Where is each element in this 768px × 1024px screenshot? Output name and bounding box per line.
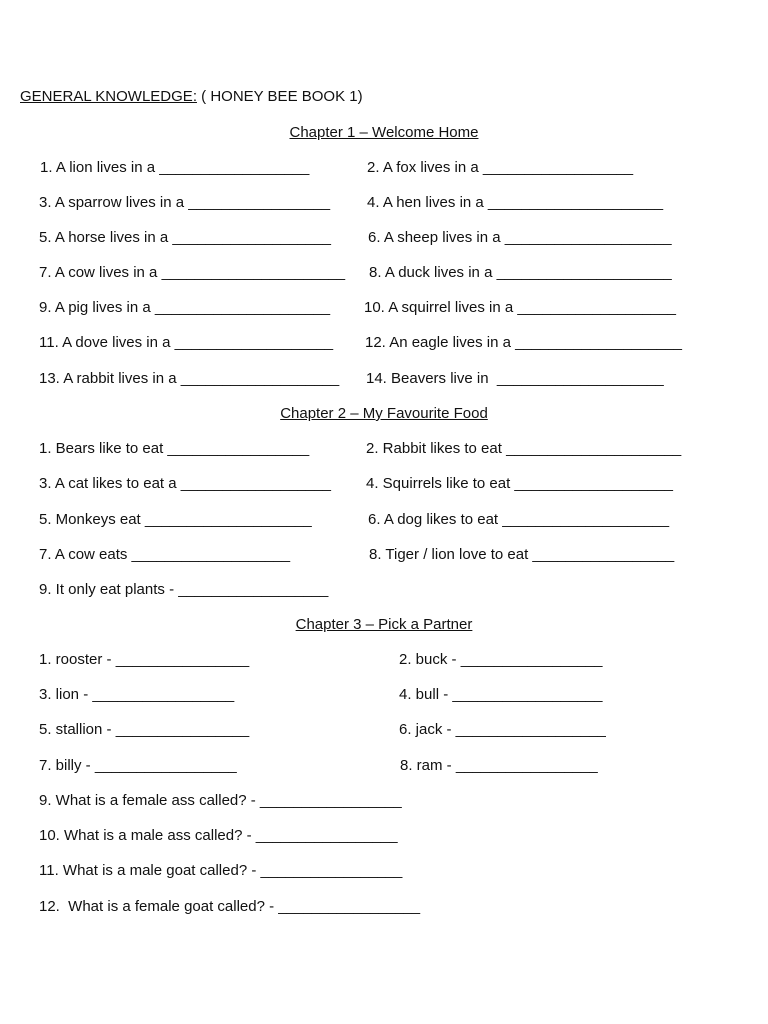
question-line: 2. Rabbit likes to eat _____________________ [366,440,682,457]
question-line: 1. rooster - ________________ [39,651,250,668]
question-line: 6. A dog likes to eat ____________________ [368,511,670,528]
question-line: 3. A cat likes to eat a __________________ [39,475,331,492]
question-line: 7. A cow lives in a ______________________ [39,264,346,281]
question-line: 8. ram - _________________ [400,757,598,774]
question-line: 7. billy - _________________ [39,757,237,774]
question-line: 1. A lion lives in a __________________ [40,159,310,176]
question-line: 4. bull - __________________ [399,686,603,703]
question-line: 5. A horse lives in a ___________________ [39,229,331,246]
question-line: 2. A fox lives in a __________________ [367,159,634,176]
chapter-2-title: Chapter 2 – My Favourite Food [280,405,488,422]
question-line: 14. Beavers live in ____________________ [366,370,664,387]
book-title: ( HONEY BEE BOOK 1) [196,88,363,105]
question-line: 3. lion - _________________ [39,686,235,703]
question-line: 11. What is a male goat called? - _________________ [39,862,403,879]
question-line: 12. An eagle lives in a ____________________ [365,334,682,351]
question-line: 2. buck - _________________ [399,651,603,668]
question-line: 4. Squirrels like to eat ___________________ [366,475,673,492]
question-line: 8. Tiger / lion love to eat _________________ [369,546,675,563]
question-line: 1. Bears like to eat _________________ [39,440,310,457]
question-line: 5. Monkeys eat ____________________ [39,511,312,528]
question-line: 11. A dove lives in a ___________________ [39,334,334,351]
subject-title: GENERAL KNOWLEDGE: [20,88,197,105]
question-line: 12. What is a female goat called? - _________________ [39,898,421,915]
question-line: 9. What is a female ass called? - _________________ [39,792,402,809]
question-line: 13. A rabbit lives in a ___________________ [39,370,340,387]
question-line: 9. It only eat plants - __________________ [39,581,329,598]
question-line: 8. A duck lives in a _____________________ [369,264,672,281]
question-line: 5. stallion - ________________ [39,721,250,738]
question-line: 10. What is a male ass called? - _________________ [39,827,398,844]
chapter-3-title: Chapter 3 – Pick a Partner [295,616,473,633]
question-line: 4. A hen lives in a _____________________ [367,194,664,211]
question-line: 6. A sheep lives in a ____________________ [368,229,672,246]
question-line: 6. jack - __________________ [399,721,606,738]
question-line: 9. A pig lives in a _____________________ [39,299,331,316]
question-line: 3. A sparrow lives in a _________________ [39,194,331,211]
worksheet-header [20,88,363,105]
chapter-1-title: Chapter 1 – Welcome Home [289,124,479,141]
question-line: 7. A cow eats ___________________ [39,546,291,563]
question-line: 10. A squirrel lives in a ___________________ [364,299,676,316]
